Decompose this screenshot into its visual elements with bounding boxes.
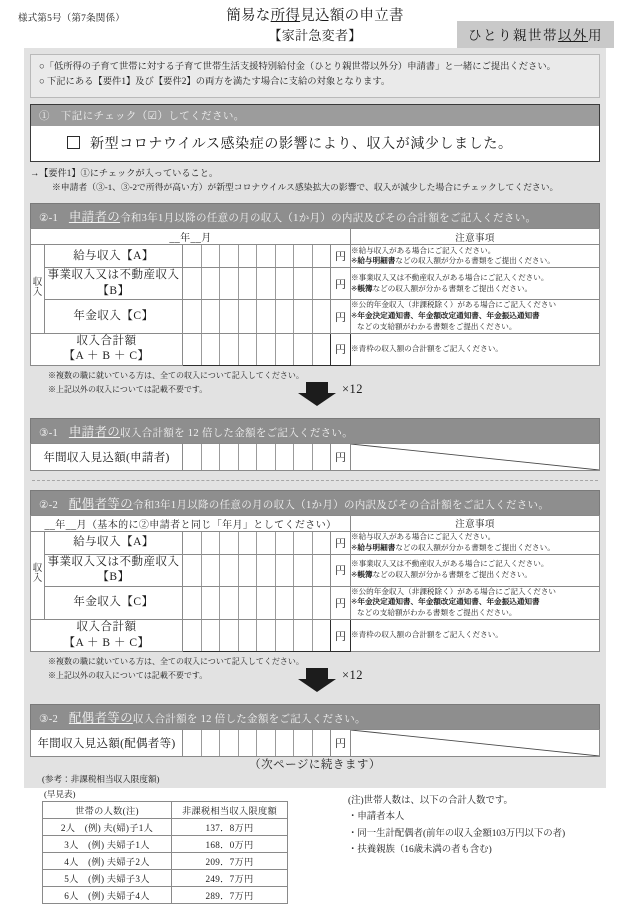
section-2-2-table <box>30 515 600 652</box>
row-label-business-b-spouse-code: 【B】 <box>97 571 130 584</box>
table-header-row <box>31 515 600 531</box>
ref-cell-household: 4人 (例) 夫婦子2人 <box>43 852 172 869</box>
ref-cell-limit: 289．7万円 <box>172 886 288 903</box>
continued-label: （次ページに続きます） <box>249 759 381 771</box>
table-header-row <box>43 801 288 818</box>
yen-unit-total-abc-spouse: 円 <box>331 620 351 652</box>
section-3-2-block <box>30 704 600 757</box>
yen-unit-annual-applicant: 円 <box>331 443 351 470</box>
section-3-1-bar <box>30 418 600 443</box>
title-pre: 簡易な <box>226 8 271 24</box>
section-1-check <box>30 104 600 162</box>
note-line: ※年金決定通知書、年金額改定通知書、年金振込通知書 <box>351 311 540 321</box>
note-total-abc: ※青枠の収入額の合計額をご記入ください。 <box>351 333 600 365</box>
input-salary-a-spouse[interactable] <box>183 531 331 554</box>
reference-table <box>42 801 288 904</box>
section-3-1-subject: 申請者の <box>68 424 121 439</box>
digit-boxes[interactable] <box>183 334 330 365</box>
yen-unit-annual-spouse: 円 <box>331 729 351 756</box>
table-row-total <box>31 333 600 365</box>
section-2-1-number: ②-1 <box>39 213 59 225</box>
section-2-2-income-vlabel: 収 入 <box>31 531 45 619</box>
note-line: ※給与明細書などの収入額が分かる書類をご提出ください。 <box>351 256 555 266</box>
status-badge <box>457 21 614 48</box>
section-3-2-number: ③-2 <box>39 713 59 725</box>
requirement-1-note <box>26 166 600 195</box>
section-3-2-rest: 収入合計額を 12 倍した金額をご記入ください。 <box>132 713 366 725</box>
multiplier-label-1: ×12 <box>342 381 364 396</box>
yen-unit-total-abc: 円 <box>331 333 351 365</box>
title-underline: 所得 <box>270 8 301 24</box>
section-2-2-subject: 配偶者等の <box>68 496 133 511</box>
hatched-blank-area <box>351 729 600 756</box>
ref-col-header-household: 世帯の人数(注) <box>43 801 172 818</box>
note-business-b-spouse <box>351 554 600 586</box>
table-row <box>31 245 600 268</box>
hatched-blank-area <box>351 443 600 470</box>
section-3-1-block <box>30 418 600 471</box>
section-2-2-block <box>30 490 600 694</box>
section-2-1-rest: 令和3年1月以降の任意の月の収入（1か月）の内訳及びその合計額をご記入ください。 <box>120 213 537 225</box>
row-label-total-abc-spouse <box>31 620 183 652</box>
section-3-1-rest: 収入合計額を 12 倍した金額をご記入ください。 <box>120 427 354 439</box>
row-label-business-b-text: 事業収入又は不動産収入 <box>47 269 180 282</box>
title-post: 見込額の申立書 <box>300 8 404 24</box>
note-line: ※給与収入がある場合にご記入ください。 <box>351 531 496 541</box>
ref-cell-limit: 209．7万円 <box>172 852 288 869</box>
intro-bullet-1: ○「低所得の子育て世帯に対する子育て世帯生活支援特別給付金（ひとり親世帯以外分）申請書」と一緒にご提出ください。 <box>39 62 556 72</box>
table-row-total <box>31 620 600 652</box>
reference-note-title: (注)世帯人数は、以下の合計人数です。 <box>348 795 513 806</box>
row-label-total-spouse-code: 【A ＋ B ＋ C】 <box>63 636 150 649</box>
table-row <box>31 729 600 756</box>
multiplier-arrow-row-1 <box>30 382 600 408</box>
table-row <box>31 300 600 333</box>
requirement-1-line-1: →【要件1】①にチェックが入っていること。 <box>30 167 219 178</box>
yen-unit-salary-a: 円 <box>331 245 351 268</box>
ref-cell-household: 3人 (例) 夫婦子1人 <box>43 835 172 852</box>
input-business-b[interactable] <box>183 268 331 300</box>
note-line: ※帳簿などの収入額が分かる書類をご提出ください。 <box>351 570 533 580</box>
reference-note <box>348 793 565 859</box>
table-header-row <box>31 229 600 245</box>
section-2-1-income-vlabel: 収 入 <box>31 245 45 333</box>
reference-note-item: ・同一生計配偶者(前年の収入金額103万円以下の者) <box>348 828 566 839</box>
ref-cell-household: 5人 (例) 夫婦子3人 <box>43 869 172 886</box>
section-3-1-number: ③-1 <box>39 427 59 439</box>
badge-post: 用 <box>588 28 603 43</box>
digit-boxes[interactable] <box>183 587 330 619</box>
note-salary-a <box>351 245 600 268</box>
note-line: ※公的年金収入（非課税除く）がある場合にご記入ください <box>351 300 557 310</box>
input-annual-spouse[interactable] <box>183 729 331 756</box>
input-pension-c[interactable] <box>183 300 331 333</box>
note-line: ※帳簿などの収入額が分かる書類をご提出ください。 <box>351 283 533 293</box>
yen-unit-business-b-spouse: 円 <box>331 554 351 586</box>
subnote-2: ※上記以外の収入については記載不要です。 <box>48 385 208 395</box>
section-3-2-bar <box>30 704 600 729</box>
section-3-2-subject: 配偶者等の <box>68 710 133 725</box>
table-row <box>31 443 600 470</box>
table-row <box>43 869 288 886</box>
note-line: ※年金決定通知書、年金額改定通知書、年金振込通知書 <box>351 597 540 607</box>
section-2-1-bar <box>30 203 600 228</box>
digit-boxes[interactable] <box>183 300 330 332</box>
form-number: 様式第5号（第7条関係） <box>18 14 125 24</box>
row-label-total-spouse-text: 収入合計額 <box>76 621 137 633</box>
note-business-b <box>351 268 600 300</box>
covid-impact-check-row[interactable] <box>31 126 599 161</box>
reference-caption-1: (参考：非課税相当収入限度額) <box>42 773 160 784</box>
reference-caption-2: (早見表) <box>44 788 76 799</box>
row-label-salary-a-spouse: 給与収入【A】 <box>45 531 183 554</box>
subnote-1: ※複数の職に就いている方は、全ての収入について記入してください。 <box>48 370 304 380</box>
row-label-total-text: 収入合計額 <box>76 334 137 347</box>
note-pension-c <box>351 300 600 333</box>
ref-cell-household: 6人 (例) 夫婦子4人 <box>43 886 172 903</box>
note-line: ※給与収入がある場合にご記入ください。 <box>351 245 496 255</box>
ref-col-header-limit: 非課税相当収入限度額 <box>172 801 288 818</box>
section-2-1-subject: 申請者の <box>68 210 121 225</box>
badge-underline: 以外 <box>558 28 588 43</box>
section-2-1-table <box>30 228 600 365</box>
reference-note-item: ・扶養親族（16歳未満の者も含む) <box>348 845 492 856</box>
reference-section <box>30 773 600 904</box>
row-label-total-abc <box>31 333 183 365</box>
row-label-business-b <box>45 268 183 300</box>
note-line: ※公的年金収入（非課税除く）がある場合にご記入ください <box>351 586 557 596</box>
intro-box <box>30 54 600 98</box>
checkbox-icon[interactable] <box>67 136 80 149</box>
reference-note-item: ・申請者本人 <box>348 812 405 823</box>
section-divider <box>32 480 598 481</box>
yen-unit-pension-c: 円 <box>331 300 351 333</box>
section-2-2-bar <box>30 490 600 515</box>
input-total-abc[interactable] <box>183 333 331 365</box>
row-label-annual-applicant: 年間収入見込額(申請者) <box>31 443 183 470</box>
section-2-2-period-header: __年__月（基本的に②申請者と同じ「年月」としてください） <box>31 515 351 531</box>
yen-unit-business-b: 円 <box>331 268 351 300</box>
multiplier-arrow-row-2 <box>30 668 600 694</box>
input-total-abc-spouse[interactable] <box>183 620 331 652</box>
diagonal-line-icon <box>351 444 599 470</box>
page-header <box>0 0 630 46</box>
section-2-2-note-header: 注意事項 <box>351 515 600 531</box>
note-salary-a-spouse <box>351 531 600 554</box>
note-line: ※事業収入又は不動産収入がある場合にご記入ください。 <box>351 559 549 569</box>
digit-boxes[interactable] <box>183 555 330 586</box>
row-label-total-code: 【A ＋ B ＋ C】 <box>63 350 150 363</box>
form-body-sheet <box>24 48 606 901</box>
table-row <box>43 886 288 903</box>
note-total-abc-spouse: ※青枠の収入額の合計額をご記入ください。 <box>351 620 600 652</box>
note-line: などの支給額がわかる書類をご提出ください。 <box>357 322 517 332</box>
input-business-b-spouse[interactable] <box>183 554 331 586</box>
digit-boxes[interactable] <box>183 245 330 267</box>
digit-boxes[interactable] <box>183 620 330 651</box>
row-label-annual-spouse: 年間収入見込額(配偶者等) <box>31 729 183 756</box>
note-line: などの支給額がわかる書類をご提出ください。 <box>357 608 517 618</box>
section-1-bar: ① 下記にチェック（☑）してください。 <box>31 105 599 126</box>
intro-bullet-2: ○ 下記にある【要件1】及び【要件2】の両方を満たす場合に支給の対象となります。 <box>39 77 391 88</box>
table-row <box>31 586 600 619</box>
ref-cell-limit: 137．8万円 <box>172 818 288 835</box>
row-label-business-b-code: 【B】 <box>97 284 130 297</box>
section-3-1-table <box>30 443 600 471</box>
table-row <box>31 268 600 300</box>
subnote-1: ※複数の職に就いている方は、全ての収入について記入してください。 <box>48 657 304 667</box>
table-row <box>31 531 600 554</box>
section-2-1-note-header: 注意事項 <box>351 229 600 245</box>
row-label-business-b-spouse-text: 事業収入又は不動産収入 <box>47 555 180 568</box>
yen-unit-salary-a-spouse: 円 <box>331 531 351 554</box>
requirement-1-line-2: ※申請者（③-1、③-2で所得が高い方）が新型コロナウイルス感染拡大の影響で、収入が減少した場合にチェックしてください。 <box>52 182 559 193</box>
ref-cell-limit: 168．0万円 <box>172 835 288 852</box>
multiplier-label-2: ×12 <box>342 667 364 682</box>
input-annual-applicant[interactable] <box>183 443 331 470</box>
badge-pre: ひとり親世帯 <box>468 28 558 43</box>
section-3-2-table <box>30 729 600 757</box>
section-2-1-period-header: __年__月 <box>31 229 351 245</box>
covid-impact-label: 新型コロナウイルス感染症の影響により、収入が減少しました。 <box>90 136 513 152</box>
note-line: ※給与明細書などの収入額が分かる書類をご提出ください。 <box>351 542 555 552</box>
section-2-2-number: ②-2 <box>39 499 59 511</box>
digit-boxes[interactable] <box>183 532 330 554</box>
input-pension-c-spouse[interactable] <box>183 586 331 619</box>
digit-boxes[interactable] <box>183 268 330 299</box>
diagonal-line-icon <box>351 730 599 756</box>
note-line: ※事業収入又は不動産収入がある場合にご記入ください。 <box>351 273 549 283</box>
section-2-1-block <box>30 203 600 407</box>
row-label-pension-c-spouse: 年金収入【C】 <box>45 586 183 619</box>
ref-cell-limit: 249．7万円 <box>172 869 288 886</box>
row-label-business-b-spouse <box>45 554 183 586</box>
table-row <box>43 818 288 835</box>
digit-boxes[interactable] <box>183 444 330 470</box>
digit-boxes[interactable] <box>183 730 330 756</box>
section-2-2-rest: 令和3年1月以降の任意の月の収入（1か月）の内訳及びその合計額をご記入ください。 <box>132 499 550 511</box>
page-subtitle: 【家計急変者】 <box>268 27 362 43</box>
table-row <box>31 554 600 586</box>
subnote-2: ※上記以外の収入については記載不要です。 <box>48 671 208 681</box>
input-salary-a[interactable] <box>183 245 331 268</box>
row-label-salary-a: 給与収入【A】 <box>45 245 183 268</box>
note-pension-c-spouse <box>351 586 600 619</box>
table-row <box>43 852 288 869</box>
yen-unit-pension-c-spouse: 円 <box>331 586 351 619</box>
row-label-pension-c: 年金収入【C】 <box>45 300 183 333</box>
table-row <box>43 835 288 852</box>
ref-cell-household: 2人 (例) 夫(婦)子1人 <box>43 818 172 835</box>
